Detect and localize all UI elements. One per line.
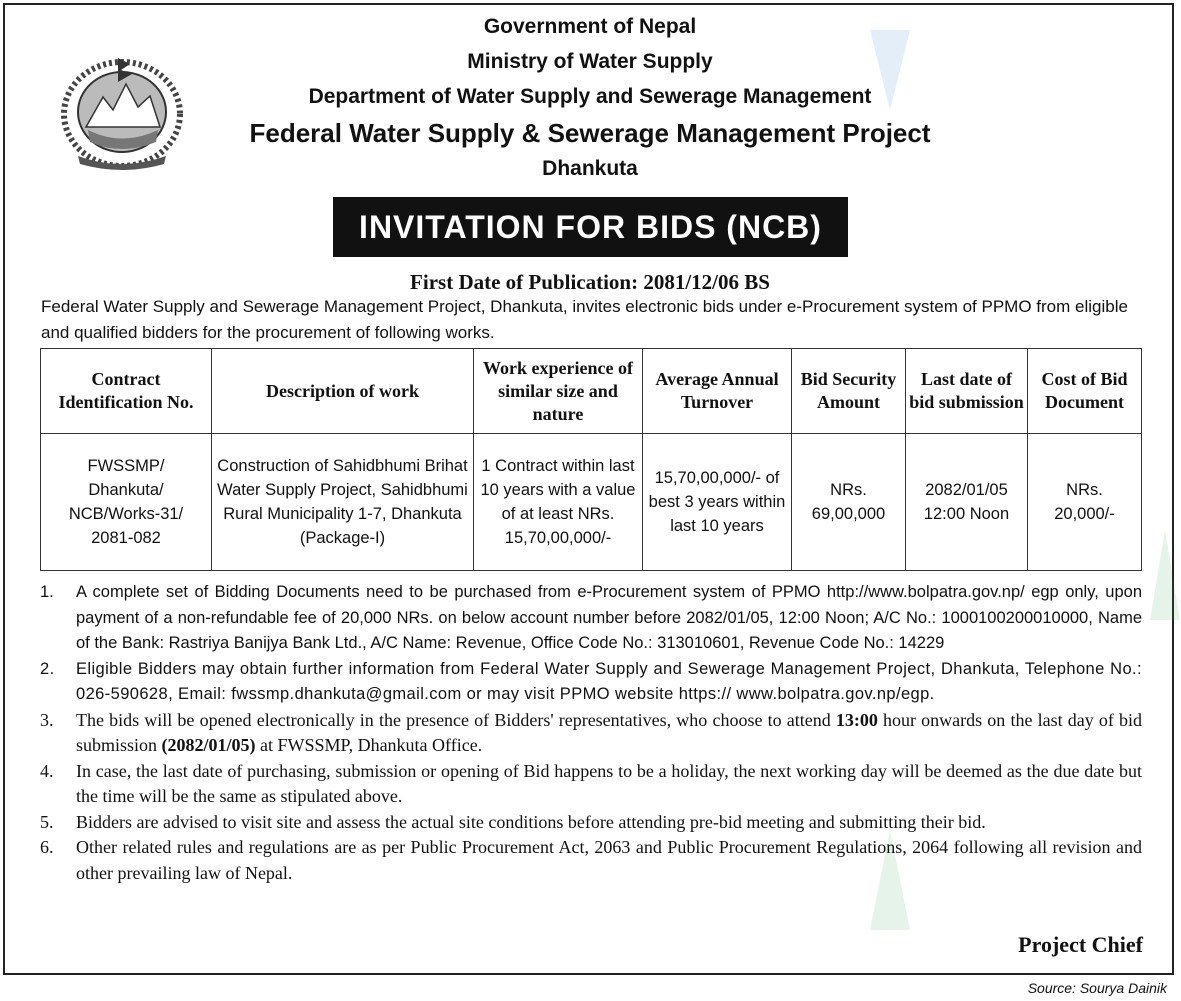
column-header: Contract Identification No. — [41, 349, 212, 434]
note-number: 5. — [40, 811, 54, 832]
intro-paragraph: Federal Water Supply and Sewerage Management Project, Dhankuta, invites electronic bids under e-Procurement system of PPMO from eligible and qualified bidders for the procurement of following works. — [41, 297, 1128, 342]
contract-id-cell: FWSSMP/ Dhankuta/ NCB/Works-31/ 2081-082 — [41, 434, 212, 571]
document-cost-cell: NRs. 20,000/- — [1028, 434, 1142, 571]
column-header: Description of work — [212, 349, 474, 434]
list-item — [40, 708, 1142, 759]
column-header: Average Annual Turnover — [643, 349, 792, 434]
list-item — [40, 580, 1142, 657]
list-item — [40, 657, 1142, 708]
table-row — [41, 434, 1142, 571]
note-number: 4. — [40, 760, 54, 781]
publication-date: First Date of Publication: 2081/12/06 BS — [410, 270, 770, 294]
header-location: Dhankuta — [542, 157, 638, 180]
note-number: 2. — [40, 659, 55, 678]
note-text-part: The bids will be opened electronically in the presence of Bidders' representatives, who choose to attend — [76, 709, 836, 730]
list-item — [40, 835, 1142, 886]
notes-list — [40, 580, 1142, 886]
header-department: Department of Water Supply and Sewerage Management — [308, 85, 872, 108]
header-government: Government of Nepal — [483, 15, 697, 38]
note-text-part: hour onwards on the last day of bid submission — [76, 709, 1143, 755]
nepal-emblem-icon — [58, 52, 186, 172]
note-text: A complete set of Bidding Documents need to be purchased from e-Procurement system of PPMO http://www.bolpatra.gov.np/ egp only, upon payment of a non-refundable fee of 20,000 NRs. on below account number before 2082/01/05, 12:00 Noon; A/C No.: 1000100200010000, Name of the Bank: Rastriya Banijya Bank Ltd., A/C Name: Revenue, Office Code No.: 313010601, Revenue Code No.: 14229 — [76, 583, 1142, 652]
note-text: Eligible Bidders may obtain further information from Federal Water Supply and Sewerage Management Project, Dhankuta, Telephone No.: 026-590628, Email: fwssmp.dhankuta@gmail.com or may visit PPMO website https:// www.bolpatra.gov.np/egp. — [76, 659, 1142, 703]
list-item — [40, 810, 1142, 836]
header-ministry: Ministry of Water Supply — [467, 50, 713, 73]
bid-security-cell: NRs. 69,00,000 — [792, 434, 906, 571]
table-header-row — [41, 349, 1142, 434]
bid-table — [40, 348, 1142, 571]
header-project: Federal Water Supply & Sewerage Management Project — [249, 118, 931, 148]
turnover-cell: 15,70,00,000/- of best 3 years within last 10 years — [643, 434, 792, 571]
note-number: 6. — [40, 837, 54, 857]
column-header: Work experience of similar size and nature — [474, 349, 643, 434]
note-text: In case, the last date of purchasing, submission or opening of Bid happens to be a holiday, the next working day will be deemed as the due date but the time will be the same as stipulated above. — [76, 760, 1142, 806]
last-date-cell: 2082/01/05 12:00 Noon — [906, 434, 1028, 571]
note-date: (2082/01/05) — [161, 735, 256, 755]
column-header: Bid Security Amount — [792, 349, 906, 434]
note-text: Other related rules and regulations are as per Public Procurement Act, 2063 and Public Procurement Regulations, 2064 following all revision and other prevailing law of Nepal. — [76, 837, 1142, 883]
note-text-part: at FWSSMP, Dhankuta Office. — [255, 735, 483, 755]
watermark-decoration — [1150, 530, 1180, 620]
note-text: Bidders are advised to visit site and assess the actual site conditions before attending pre-bid meeting and submitting their bid. — [76, 811, 986, 832]
column-header: Cost of Bid Document — [1028, 349, 1142, 434]
experience-cell: 1 Contract within last 10 years with a value of at least NRs. 15,70,00,000/- — [474, 434, 643, 571]
note-number: 3. — [40, 709, 54, 730]
note-time: 13:00 — [835, 709, 878, 730]
list-item — [40, 759, 1142, 810]
note-number: 1. — [40, 583, 54, 601]
signature: Project Chief — [1018, 932, 1143, 957]
column-header: Last date of bid submission — [906, 349, 1028, 434]
invitation-banner: INVITATION FOR BIDS (NCB) — [333, 197, 848, 257]
source-credit: Source: Sourya Dainik — [1027, 980, 1167, 996]
description-cell: Construction of Sahidbhumi Brihat Water Supply Project, Sahidbhumi Rural Municipality 1-7, Dhankuta (Package-I) — [212, 434, 474, 571]
